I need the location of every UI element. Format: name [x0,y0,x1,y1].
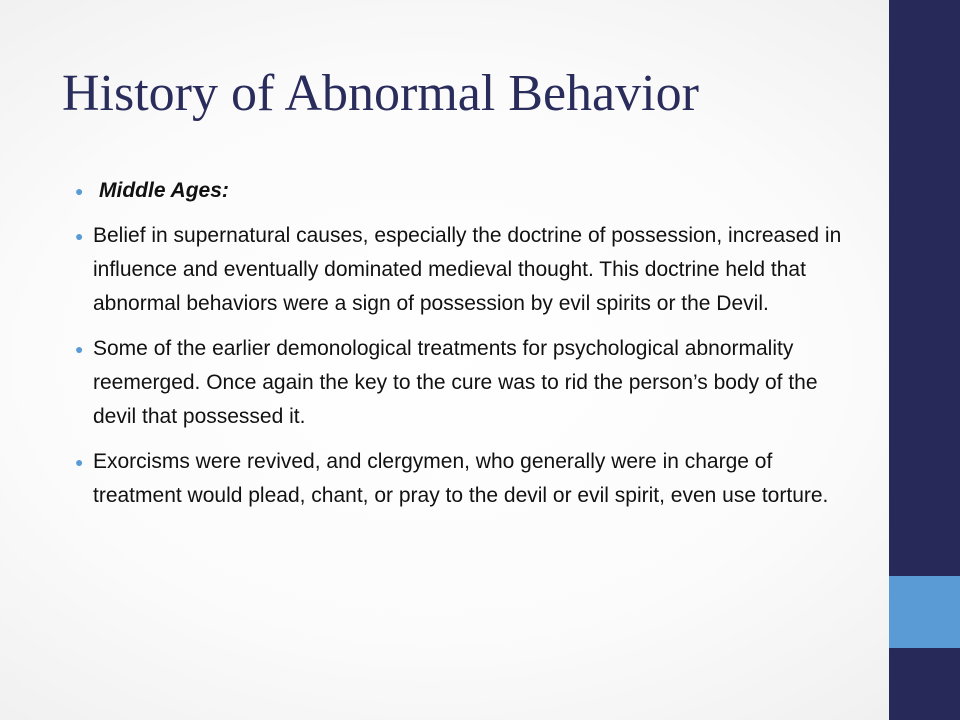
slide-title: History of Abnormal Behavior [62,65,699,122]
bullet-dot-icon: ● [75,454,84,470]
bullet-text: Exorcisms were revived, and clergymen, who generally were in charge of treatment would plead, chant, or pray to the devil or evil spirit, even use torture. [93,450,829,507]
bullet-item [75,332,865,434]
bullet-item [75,219,865,321]
bullet-dot-icon: ● [75,183,84,199]
bullet-list [75,174,865,524]
right-sidebar-band [889,0,960,720]
bullet-text: Belief in supernatural causes, especially the doctrine of possession, increased in influence and eventually dominated medieval thought. This doctrine held that abnormal behaviors were a sign of possession by evil spirits or the Devil. [93,224,842,315]
bullet-text: Some of the earlier demonological treatments for psychological abnormality reemerged. Once again the key to the cure was to rid the person’s body of the devil that possessed it. [93,337,818,428]
bullet-item [75,174,865,208]
bullet-dot-icon: ● [75,341,84,357]
bullet-dot-icon: ● [75,228,84,244]
section-heading: Middle Ages: [99,179,229,202]
sidebar-accent-block [889,576,960,648]
bullet-item [75,445,865,513]
